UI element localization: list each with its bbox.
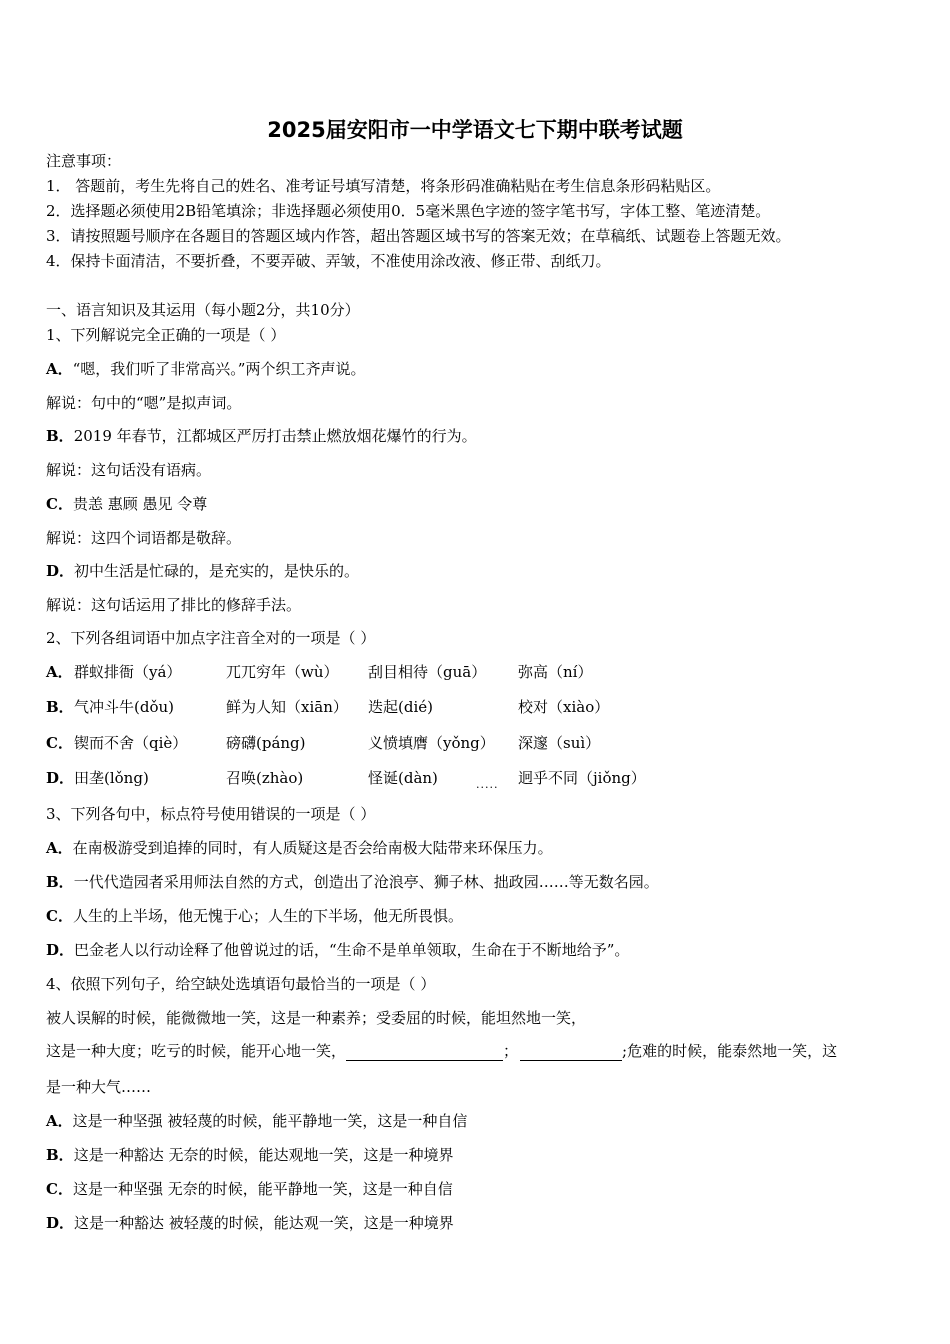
q1-option-c-note: 解说：这四个词语都是敬辞。 — [46, 529, 242, 547]
option-text: 这是一种坚强 无奈的时候，能平静地一笑，这是一种自信 — [72, 1180, 453, 1198]
option-text: 初中生活是忙碌的，是充实的，是快乐的。 — [74, 562, 360, 580]
option-text: 人生的上半场，他无愧于心；人生的下半场，他无所畏惧。 — [72, 907, 463, 925]
q1-option-a — [46, 359, 365, 379]
option-label: C． — [46, 907, 73, 925]
q2-item: 群蚁排衙（yá） — [74, 663, 182, 681]
option-label: D． — [46, 562, 75, 580]
option-text: 这是一种坚强 被轻蔑的时候，能平静地一笑，这是一种自信 — [72, 1112, 468, 1130]
section-heading: 一、语言知识及其运用（每小题2分，共10分） — [46, 301, 360, 319]
option-label: C． — [46, 495, 73, 513]
passage-text: ;危难的时候，能泰然地一笑，这 — [622, 1042, 838, 1060]
q4-passage-line: 是一种大气…… — [46, 1078, 152, 1096]
q2-item: 气冲斗牛(dǒu) — [74, 698, 174, 716]
notice-item: 1． 答题前，考生先将自己的姓名、准考证号填写清楚，将条形码准确粘贴在考生信息条形码粘贴区。 — [46, 177, 721, 195]
q4-passage-line — [46, 1041, 837, 1061]
q2-item: 怪诞(dàn) — [368, 769, 438, 787]
question-4-stem: 4、依照下列句子，给空缺处选填语句最恰当的一项是（ ） — [46, 975, 436, 993]
option-text: 这是一种豁达 无奈的时候，能达观地一笑，这是一种境界 — [73, 1146, 454, 1164]
passage-text: ； — [503, 1042, 519, 1060]
q2-item: 召唤(zhào) — [226, 769, 304, 787]
q1-option-b — [46, 426, 477, 446]
answer-blank[interactable] — [346, 1044, 503, 1061]
passage-text: 这是一种大度；吃亏的时候，能开心地一笑， — [46, 1042, 347, 1060]
q2-item: 兀兀穷年（wù） — [226, 663, 339, 681]
q2-item: 刮目相待（guā） — [368, 663, 487, 681]
question-1-stem: 1、下列解说完全正确的一项是（ ） — [46, 326, 286, 344]
q3-option — [46, 838, 553, 858]
option-label: B． — [46, 427, 74, 445]
q2-item: 弥高（ní） — [518, 663, 593, 681]
q2-item: 迭起(dié) — [368, 698, 433, 716]
q2-item: 深邃（suì） — [518, 734, 601, 752]
option-text: 2019 年春节，江都城区严厉打击禁止燃放烟花爆竹的行为。 — [73, 427, 477, 445]
option-label: A． — [46, 839, 73, 857]
q1-option-d-note: 解说：这句话运用了排比的修辞手法。 — [46, 596, 302, 614]
option-text: 在南极游受到追捧的同时，有人质疑这是否会给南极大陆带来环保压力。 — [72, 839, 553, 857]
question-2-stem: 2、下列各组词语中加点字注音全对的一项是（ ） — [46, 629, 376, 647]
option-text: 这是一种豁达 被轻蔑的时候，能达观一笑，这是一种境界 — [74, 1214, 454, 1232]
q2-item: 磅礴(páng) — [226, 734, 306, 752]
option-label: C． — [46, 1180, 73, 1198]
q2-item: 鲜为人知（xiān） — [226, 698, 348, 716]
q4-option — [46, 1213, 454, 1233]
q1-option-a-note: 解说：句中的“嗯”是拟声词。 — [46, 394, 242, 412]
option-label: D． — [46, 1214, 75, 1232]
q2-row-label: C． — [46, 734, 73, 752]
option-text: 一代代造园者采用师法自然的方式，创造出了沧浪亭、狮子林、拙政园……等无数名园。 — [73, 873, 659, 891]
q2-row-label: B． — [46, 698, 74, 716]
q2-item: 锲而不舍（qiè） — [74, 734, 188, 752]
question-3-stem: 3、下列各句中，标点符号使用错误的一项是（ ） — [46, 805, 376, 823]
option-label: A． — [46, 1112, 73, 1130]
q3-option — [46, 940, 629, 960]
q3-option — [46, 872, 659, 892]
notice-item: 4．保持卡面清洁，不要折叠，不要弄破、弄皱，不准使用涂改液、修正带、刮纸刀。 — [46, 252, 611, 270]
option-label: A． — [46, 360, 73, 378]
q2-item: 校对（xiào） — [518, 698, 610, 716]
q2-row-label: D． — [46, 769, 75, 787]
page-title: 2025届安阳市一中学语文七下期中联考试题 — [267, 118, 683, 142]
q1-option-d — [46, 561, 359, 581]
q2-row-label: A． — [46, 663, 73, 681]
q2-item: 田垄(lǒng) — [74, 769, 149, 787]
answer-blank[interactable] — [520, 1044, 622, 1061]
q3-option — [46, 906, 463, 926]
q4-option — [46, 1179, 453, 1199]
q1-option-b-note: 解说：这句话没有语病。 — [46, 461, 212, 479]
q4-passage-line: 被人误解的时候，能微微地一笑，这是一种素养；受委屈的时候，能坦然地一笑， — [46, 1009, 587, 1027]
notice-item: 2．选择题必须使用2B铅笔填涂；非选择题必须使用0．5毫米黑色字迹的签字笔书写，字体工整、笔迹清楚。 — [46, 202, 771, 220]
notice-heading: 注意事项： — [46, 152, 122, 170]
emphasis-dots: ..... — [476, 778, 499, 791]
q4-option — [46, 1111, 467, 1131]
option-label: B． — [46, 1146, 74, 1164]
q2-item: 义愤填膺（yǒng） — [368, 734, 495, 752]
q1-option-c — [46, 494, 207, 514]
notice-item: 3．请按照题号顺序在各题目的答题区域内作答，超出答题区域书写的答案无效；在草稿纸、试题卷上答题无效。 — [46, 227, 791, 245]
option-text: “嗯，我们听了非常高兴。”两个织工齐声说。 — [72, 360, 366, 378]
option-text: 贵恙 惠顾 愚见 令尊 — [72, 495, 208, 513]
q2-item: 迥乎不同（jiǒng） — [518, 769, 646, 787]
option-label: B． — [46, 873, 74, 891]
option-text: 巴金老人以行动诠释了他曾说过的话，“生命不是单单领取，生命在于不断地给予”。 — [74, 941, 630, 959]
option-label: D． — [46, 941, 75, 959]
q4-option — [46, 1145, 453, 1165]
